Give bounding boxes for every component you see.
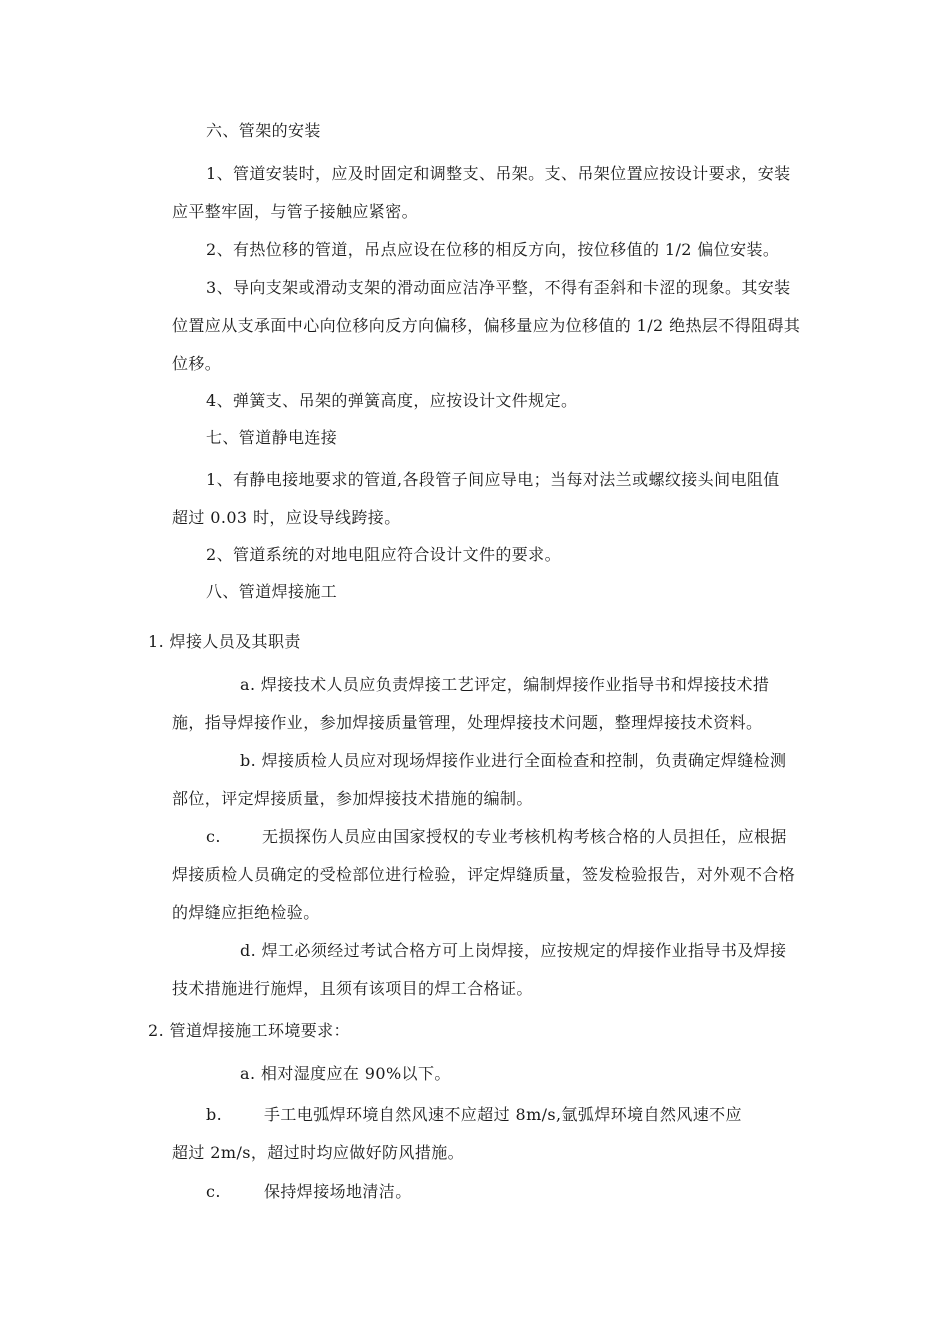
sub-2-item-b-line-1: 手工电弧焊环境自然风速不应超过 8m/s,氩弧焊环境自然风速不应: [264, 1105, 742, 1124]
section-6-item-1-line-2: 应平整牢固，与管子接触应紧密。: [172, 202, 419, 221]
sub-2-item-b-marker: b.: [206, 1105, 223, 1124]
section-6-item-2: 2、有热位移的管道，吊点应设在位移的相反方向，按位移值的 1/2 偏位安装。: [206, 240, 780, 259]
section-7-heading: 七、管道静电连接: [206, 428, 338, 447]
sub-2-item-b-line-2: 超过 2m/s，超过时均应做好防风措施。: [172, 1143, 465, 1162]
sub-1-item-d-line-1: d. 焊工必须经过考试合格方可上岗焊接，应按规定的焊接作业指导书及焊接: [240, 941, 787, 960]
sub-1-item-b-line-1: b. 焊接质检人员应对现场焊接作业进行全面检查和控制，负责确定焊缝检测: [240, 751, 787, 770]
section-7-item-1-line-1: 1、有静电接地要求的管道,各段管子间应导电；当每对法兰或螺纹接头间电阻值: [206, 470, 780, 489]
section-6-item-3-line-3: 位移。: [172, 354, 222, 373]
sub-2-item-a: a. 相对湿度应在 90%以下。: [240, 1064, 451, 1083]
sub-1-item-c-line-1: 无损探伤人员应由国家授权的专业考核机构考核合格的人员担任，应根据: [262, 827, 787, 846]
section-8-heading: 八、管道焊接施工: [206, 582, 338, 601]
section-7-item-1-line-2: 超过 0.03 时，应设导线跨接。: [172, 508, 401, 527]
sub-1-item-a-line-1: a. 焊接技术人员应负责焊接工艺评定，编制焊接作业指导书和焊接技术措: [240, 675, 770, 694]
section-6-item-3-line-2: 位置应从支承面中心向位移向反方向偏移，偏移量应为位移值的 1/2 绝热层不得阻碍其: [172, 316, 801, 335]
sub-1-item-d-line-2: 技术措施进行施焊，且须有该项目的焊工合格证。: [172, 979, 533, 998]
section-8-sub-2-heading: 2. 管道焊接施工环境要求：: [148, 1021, 350, 1040]
section-6-item-3-line-1: 3、导向支架或滑动支架的滑动面应洁净平整，不得有歪斜和卡涩的现象。其安装: [206, 278, 791, 297]
section-8-sub-1-heading: 1. 焊接人员及其职责: [148, 632, 301, 651]
sub-1-item-a-line-2: 施，指导焊接作业，参加焊接质量管理，处理焊接技术问题，整理焊接技术资料。: [172, 713, 763, 732]
sub-1-item-b-line-2: 部位，评定焊接质量，参加焊接技术措施的编制。: [172, 789, 533, 808]
sub-1-item-c-line-3: 的焊缝应拒绝检验。: [172, 903, 320, 922]
sub-1-item-c-marker: c.: [206, 827, 221, 846]
section-6-item-4: 4、弹簧支、吊架的弹簧高度，应按设计文件规定。: [206, 391, 578, 410]
section-6-item-1-line-1: 1、管道安装时，应及时固定和调整支、吊架。支、吊架位置应按设计要求，安装: [206, 164, 791, 183]
section-6-heading: 六、管架的安装: [206, 121, 321, 140]
sub-1-item-c-line-2: 焊接质检人员确定的受检部位进行检验，评定焊缝质量，签发检验报告，对外观不合格: [172, 865, 796, 884]
sub-2-item-c-marker: c.: [206, 1182, 221, 1201]
section-7-item-2: 2、管道系统的对地电阻应符合设计文件的要求。: [206, 545, 561, 564]
sub-2-item-c-text: 保持焊接场地清洁。: [264, 1182, 412, 1201]
